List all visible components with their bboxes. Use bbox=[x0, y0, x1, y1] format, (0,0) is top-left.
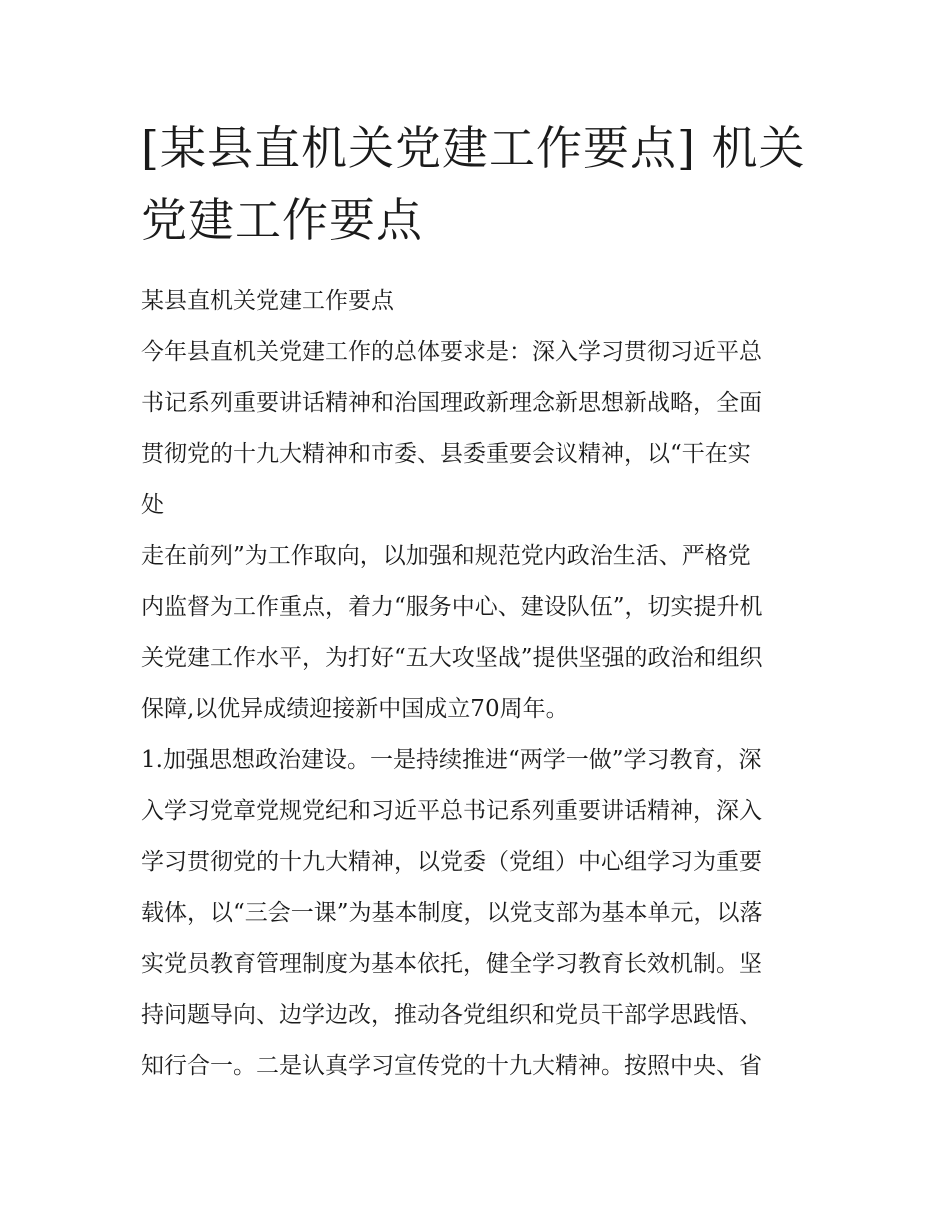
body-line: 入学习党章党规党纪和习近平总书记系列重要讲话精神，深入 bbox=[141, 798, 762, 824]
body-line: 书记系列重要讲话精神和治国理政新理念新思想新战略，全面 bbox=[141, 390, 762, 416]
body-line: 内监督为工作重点，着力“服务中心、建设队伍”，切实提升机 bbox=[141, 594, 763, 620]
document-title: [某县直机关党建工作要点] 机关党建工作要点 bbox=[141, 121, 806, 247]
body-line: 1.加强思想政治建设。一是持续推进“两学一做”学习教育，深 bbox=[141, 747, 762, 773]
document-subtitle: 某县直机关党建工作要点 bbox=[141, 288, 394, 314]
body-line: 载体，以“三会一课”为基本制度，以党支部为基本单元，以落 bbox=[141, 900, 763, 926]
body-line: 关党建工作水平，为打好“五大攻坚战”提供坚强的政治和组织 bbox=[141, 645, 763, 671]
body-line: 学习贯彻党的十九大精神，以党委（党组）中心组学习为重要 bbox=[141, 849, 762, 875]
body-line: 今年县直机关党建工作的总体要求是：深入学习贯彻习近平总 bbox=[141, 339, 762, 365]
body-line: 持问题导向、边学边改，推动各党组织和党员干部学思践悟、 bbox=[141, 1002, 762, 1028]
body-line: 保障,以优异成绩迎接新中国成立70周年。 bbox=[141, 696, 569, 722]
body-line: 贯彻党的十九大精神和市委、县委重要会议精神，以“干在实 bbox=[141, 441, 751, 467]
body-line: 走在前列”为工作取向，以加强和规范党内政治生活、严格党 bbox=[141, 543, 751, 569]
body-line: 知行合一。二是认真学习宣传党的十九大精神。按照中央、省 bbox=[141, 1053, 762, 1079]
body-line: 实党员教育管理制度为基本依托，健全学习教育长效机制。坚 bbox=[141, 951, 762, 977]
body-line: 处 bbox=[141, 492, 164, 518]
